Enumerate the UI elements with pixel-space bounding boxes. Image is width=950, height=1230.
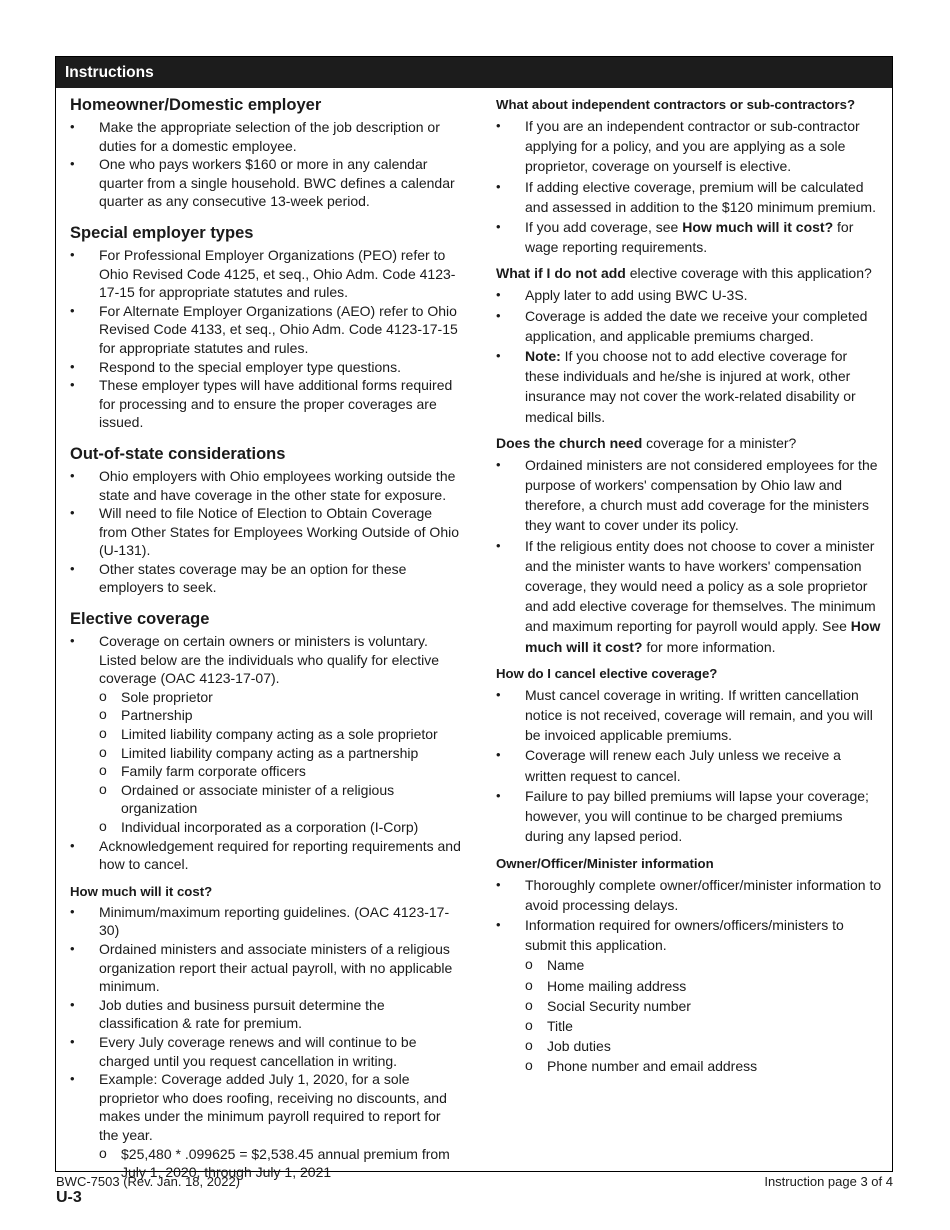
- outofstate-heading: Out-of-state considerations: [70, 444, 286, 463]
- homeowner-heading: Homeowner/Domestic employer: [70, 96, 322, 114]
- cancel-heading: How do I cancel elective coverage?: [496, 665, 718, 681]
- question-text: coverage for a minister?: [642, 434, 797, 451]
- contractors-list: [496, 116, 882, 257]
- question-bold: Does the church need: [496, 434, 643, 451]
- list-item: • These employer types will have additional forms required for processing and to ensure the proper coverages are issued.: [70, 376, 462, 432]
- sub-item: o Ordained or associate minister of a religious organization: [99, 781, 462, 818]
- right-column: [496, 95, 882, 1077]
- list-item: • Coverage is added the date we receive your completed application, and applicable premiums charged.: [496, 306, 882, 346]
- question-bold: What if I do not add: [496, 265, 626, 282]
- elective-list: [70, 632, 462, 874]
- list-item: [70, 632, 462, 837]
- list-item: • Ordained ministers are not considered employees for the purpose of workers' compensation by Ohio law and therefore, a church must add coverage for the ministers they want to cover under its policy.: [496, 455, 882, 536]
- cancel-list: [496, 685, 882, 847]
- list-item: [496, 346, 882, 427]
- homeowner-list: [70, 118, 462, 211]
- text: If you choose not to add elective coverage for these individuals and he/she is injured at work, other insurance may not cover the work-related disability or medical bills.: [525, 348, 856, 425]
- elective-intro: Coverage on certain owners or ministers is voluntary. Listed below are the individuals who qualify for elective coverage (OAC 4123-17-07).: [99, 633, 440, 687]
- footer-left: [56, 1174, 240, 1207]
- list-item: • Acknowledgement required for reporting requirements and how to cancel.: [70, 837, 462, 874]
- sub-item: o Title: [525, 1016, 882, 1036]
- list-item: • Thoroughly complete owner/officer/minister information to avoid processing delays.: [496, 875, 882, 915]
- elective-heading: Elective coverage: [70, 610, 210, 629]
- owner-sublist: [525, 955, 882, 1076]
- owner-list: [496, 875, 882, 1077]
- list-item: [496, 536, 882, 657]
- outofstate-list: [70, 467, 462, 597]
- list-item: • Apply later to add using BWC U-3S.: [496, 285, 882, 305]
- list-item: [496, 915, 882, 1077]
- list-item: • Ohio employers with Ohio employees working outside the state and have coverage in the other state for exposure.: [70, 467, 462, 504]
- list-item: • Ordained ministers and associate ministers of a religious organization report their actual payroll, with no applicable minimum.: [70, 940, 462, 996]
- elective-sublist: [99, 688, 462, 837]
- sub-item: o Family farm corporate officers: [99, 762, 462, 781]
- list-item: • Will need to file Notice of Election to Obtain Coverage from Other States for Employees Working Outside of Ohio (U-131).: [70, 504, 462, 560]
- list-item: • Job duties and business pursuit determine the classification & rate for premium.: [70, 996, 462, 1033]
- sub-item: o Job duties: [525, 1036, 882, 1056]
- sub-item: o $25,480 * .099625 = $2,538.45 annual premium from July 1, 2020, through July 1, 2021: [99, 1145, 462, 1182]
- cost-list: [70, 903, 462, 1182]
- left-column: [70, 95, 462, 1182]
- list-item: • If you are an independent contractor or sub-contractor applying for a policy, and you are applying as a sole proprietor, coverage on yourself is elective.: [496, 116, 882, 177]
- text: for wage reporting requirements.: [525, 219, 854, 256]
- list-item: [70, 1070, 462, 1182]
- text: If the religious entity does not choose to cover a minister and the minister wants to have workers' compensation coverage, they would need a policy as a sole proprietor and add elective coverage for themselves. The minimum and maximum reporting for payroll would apply. See: [525, 537, 876, 635]
- list-item: • For Alternate Employer Organizations (AEO) refer to Ohio Revised Code 4133, et seq., Ohio Adm. Code 4123-17-15 for appropriate statutes and rules.: [70, 302, 462, 358]
- special-list: [70, 246, 462, 432]
- list-item: [496, 217, 882, 257]
- list-item: • Failure to pay billed premiums will lapse your coverage; however, you will continue to be charged premiums during any lapsed period.: [496, 786, 882, 847]
- list-item: • Coverage will renew each July unless we receive a written request to cancel.: [496, 745, 882, 785]
- notadd-list: [496, 285, 882, 426]
- cost-heading: How much will it cost?: [70, 883, 213, 899]
- list-item: • If adding elective coverage, premium will be calculated and assessed in addition to the $120 minimum premium.: [496, 177, 882, 217]
- note-label: Note:: [525, 348, 561, 365]
- question-text: elective coverage with this application?: [625, 265, 872, 282]
- sub-item: o Home mailing address: [525, 976, 882, 996]
- sub-item: o Individual incorporated as a corporation (I-Corp): [99, 818, 462, 837]
- instructions-header: Instructions: [56, 57, 892, 88]
- sub-item: o Limited liability company acting as a sole proprietor: [99, 725, 462, 744]
- list-item: • One who pays workers $160 or more in any calendar quarter from a single household. BWC defines a calendar quarter as any consecutive 13-week period.: [70, 155, 462, 211]
- instructions-frame: [55, 56, 893, 1181]
- list-item: • Other states coverage may be an option for these employers to seek.: [70, 560, 462, 597]
- cost-reference: How much will it cost?: [682, 219, 834, 236]
- list-item: • Must cancel coverage in writing. If written cancellation notice is not received, coverage will remain, and you will be invoiced applicable premiums.: [496, 685, 882, 746]
- list-item: • Minimum/maximum reporting guidelines. (OAC 4123-17-30): [70, 903, 462, 940]
- sub-item: o Partnership: [99, 706, 462, 725]
- church-list: [496, 455, 882, 657]
- text: for more information.: [642, 638, 776, 655]
- sub-item: o Limited liability company acting as a partnership: [99, 744, 462, 763]
- cost-reference: How much will it cost?: [525, 618, 881, 655]
- contractors-heading: What about independent contractors or sub-contractors?: [496, 97, 856, 112]
- special-heading: Special employer types: [70, 223, 254, 242]
- form-id: BWC-7503 (Rev. Jan. 18, 2022): [56, 1174, 241, 1189]
- page-number: Instruction page 3 of 4: [764, 1174, 893, 1189]
- owner-info-text: Information required for owners/officers/ministers to submit this application.: [525, 916, 844, 954]
- list-item: • Respond to the special employer type questions.: [70, 358, 462, 377]
- list-item: • For Professional Employer Organizations (PEO) refer to Ohio Revised Code 4125, et seq., Ohio Adm. Code 4123-17-15 for appropriate statutes and rules.: [70, 246, 462, 302]
- sub-item: o Sole proprietor: [99, 688, 462, 707]
- list-item: • Every July coverage renews and will continue to be charged until you request cancellation in writing.: [70, 1033, 462, 1070]
- sub-item: o Social Security number: [525, 996, 882, 1016]
- sub-item: o Name: [525, 955, 882, 975]
- list-item: • Make the appropriate selection of the job description or duties for a domestic employee.: [70, 118, 462, 155]
- owner-heading: Owner/Officer/Minister information: [496, 855, 714, 871]
- form-code: U-3: [56, 1189, 82, 1206]
- cost-example: Example: Coverage added July 1, 2020, for a sole proprietor who does roofing, receiving no discounts, and makes under the minimum payroll required to report for the year.: [99, 1071, 447, 1143]
- church-question: [496, 434, 882, 453]
- sub-item: o Phone number and email address: [525, 1056, 882, 1076]
- text: If you add coverage, see: [525, 219, 683, 236]
- notadd-question: [496, 264, 882, 283]
